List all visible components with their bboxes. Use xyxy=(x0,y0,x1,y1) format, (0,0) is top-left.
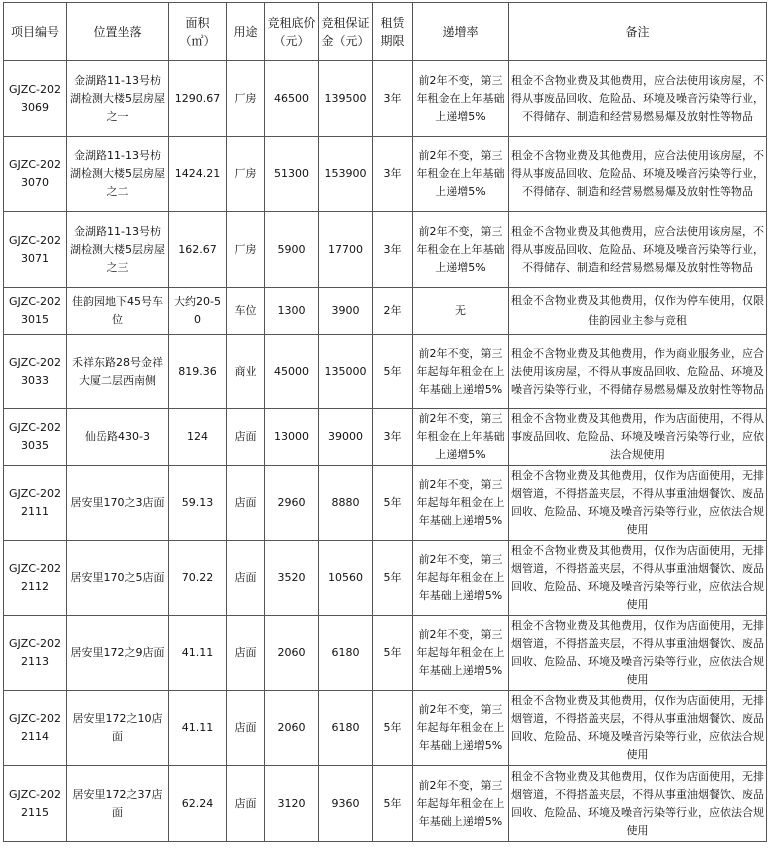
cell-deposit: 6180 xyxy=(319,691,373,766)
header-code: 项目编号 xyxy=(4,3,67,61)
cell-location: 仙岳路430-3 xyxy=(67,409,169,466)
cell-base-price: 2060 xyxy=(265,691,319,766)
cell-code: GJZC-2023071 xyxy=(4,212,67,288)
cell-use: 厂房 xyxy=(227,137,265,212)
cell-area: 59.13 xyxy=(169,466,227,541)
cell-deposit: 139500 xyxy=(319,61,373,137)
header-location: 位置坐落 xyxy=(67,3,169,61)
cell-notes: 租金不含物业费及其他费用，仅作为店面使用，无排烟管道，不得搭盖夹层，不得从事重油烟餐饮、废品回收、危险品、环境及噪音污染等行业，应依法合规使用 xyxy=(509,691,767,766)
cell-increase: 前2年不变，第三年起每年租金在上年基础上递增5% xyxy=(413,541,509,616)
cell-deposit: 10560 xyxy=(319,541,373,616)
cell-notes: 租金不含物业费及其他费用，仅作为停车使用，仅限佳韵园业主参与竞租 xyxy=(509,288,767,335)
cell-location: 居安里170之5店面 xyxy=(67,541,169,616)
cell-location: 禾祥东路28号金祥大厦二层西南侧 xyxy=(67,335,169,409)
cell-term: 3年 xyxy=(373,61,413,137)
cell-notes: 租金不含物业费及其他费用，仅作为店面使用，无排烟管道，不得搭盖夹层，不得从事重油烟餐饮、废品回收、危险品、环境及噪音污染等行业，应依法合规使用 xyxy=(509,466,767,541)
cell-area: 819.36 xyxy=(169,335,227,409)
cell-term: 2年 xyxy=(373,288,413,335)
cell-base-price: 46500 xyxy=(265,61,319,137)
table-row xyxy=(4,288,767,335)
cell-increase: 前2年不变，第三年起每年租金在上年基础上递增5% xyxy=(413,616,509,691)
lease-table xyxy=(3,2,767,842)
cell-location: 金湖路11-13号枋湖检测大楼5层房屋之三 xyxy=(67,212,169,288)
cell-base-price: 3120 xyxy=(265,766,319,842)
cell-increase: 前2年不变，第三年起每年租金在上年基础上递增5% xyxy=(413,766,509,842)
cell-term: 5年 xyxy=(373,466,413,541)
cell-deposit: 9360 xyxy=(319,766,373,842)
header-area: 面积（㎡） xyxy=(169,3,227,61)
cell-base-price: 13000 xyxy=(265,409,319,466)
header-use: 用途 xyxy=(227,3,265,61)
cell-code: GJZC-2023033 xyxy=(4,335,67,409)
cell-use: 商业 xyxy=(227,335,265,409)
cell-deposit: 17700 xyxy=(319,212,373,288)
cell-use: 店面 xyxy=(227,541,265,616)
cell-base-price: 3520 xyxy=(265,541,319,616)
cell-location: 居安里172之10店面 xyxy=(67,691,169,766)
cell-location: 居安里172之9店面 xyxy=(67,616,169,691)
cell-base-price: 45000 xyxy=(265,335,319,409)
cell-code: GJZC-2022111 xyxy=(4,466,67,541)
cell-increase: 前2年不变，第三年租金在上年基础上递增5% xyxy=(413,409,509,466)
cell-term: 5年 xyxy=(373,616,413,691)
table-row xyxy=(4,616,767,691)
cell-location: 金湖路11-13号枋湖检测大楼5层房屋之二 xyxy=(67,137,169,212)
cell-code: GJZC-2023070 xyxy=(4,137,67,212)
cell-term: 5年 xyxy=(373,766,413,842)
cell-location: 金湖路11-13号枋湖检测大楼5层房屋之一 xyxy=(67,61,169,137)
cell-base-price: 51300 xyxy=(265,137,319,212)
cell-area: 1424.21 xyxy=(169,137,227,212)
cell-term: 3年 xyxy=(373,409,413,466)
cell-use: 厂房 xyxy=(227,61,265,137)
cell-increase: 前2年不变，第三年起每年租金在上年基础上递增5% xyxy=(413,466,509,541)
cell-location: 佳韵园地下45号车位 xyxy=(67,288,169,335)
cell-code: GJZC-2023035 xyxy=(4,409,67,466)
table-row xyxy=(4,466,767,541)
cell-term: 3年 xyxy=(373,137,413,212)
cell-use: 店面 xyxy=(227,466,265,541)
cell-increase: 无 xyxy=(413,288,509,335)
cell-deposit: 39000 xyxy=(319,409,373,466)
cell-use: 店面 xyxy=(227,409,265,466)
cell-notes: 租金不含物业费及其他费用，仅作为店面使用，无排烟管道，不得搭盖夹层，不得从事重油烟餐饮、废品回收、危险品、环境及噪音污染等行业，应依法合规使用 xyxy=(509,541,767,616)
cell-use: 店面 xyxy=(227,691,265,766)
cell-code: GJZC-2022112 xyxy=(4,541,67,616)
cell-location: 居安里170之3店面 xyxy=(67,466,169,541)
cell-notes: 租金不含物业费及其他费用，作为店面使用，不得从事废品回收、危险品、环境及噪音污染等行业，应依法合规使用 xyxy=(509,409,767,466)
table-row xyxy=(4,541,767,616)
header-row xyxy=(4,3,767,61)
cell-area: 大约20-50 xyxy=(169,288,227,335)
cell-use: 厂房 xyxy=(227,212,265,288)
cell-area: 162.67 xyxy=(169,212,227,288)
cell-code: GJZC-2023015 xyxy=(4,288,67,335)
cell-area: 1290.67 xyxy=(169,61,227,137)
header-deposit: 竞租保证金（元） xyxy=(319,3,373,61)
cell-base-price: 5900 xyxy=(265,212,319,288)
cell-code: GJZC-2022115 xyxy=(4,766,67,842)
cell-use: 车位 xyxy=(227,288,265,335)
cell-term: 5年 xyxy=(373,691,413,766)
cell-notes: 租金不含物业费及其他费用，仅作为店面使用，无排烟管道，不得搭盖夹层，不得从事重油烟餐饮、废品回收、危险品、环境及噪音污染等行业，应依法合规使用 xyxy=(509,616,767,691)
header-term: 租赁期限 xyxy=(373,3,413,61)
table-row xyxy=(4,61,767,137)
cell-notes: 租金不含物业费及其他费用，作为商业服务业，应合法使用该房屋，不得从事废品回收、危险品、环境及噪音污染等行业，不得储存易燃易爆及放射性等物品 xyxy=(509,335,767,409)
table-row xyxy=(4,212,767,288)
cell-use: 店面 xyxy=(227,766,265,842)
cell-notes: 租金不含物业费及其他费用，应合法使用该房屋，不得从事废品回收、危险品、环境及噪音污染等行业，不得储存、制造和经营易燃易爆及放射性等物品 xyxy=(509,212,767,288)
cell-increase: 前2年不变，第三年租金在上年基础上递增5% xyxy=(413,137,509,212)
header-increase: 递增率 xyxy=(413,3,509,61)
cell-deposit: 6180 xyxy=(319,616,373,691)
cell-code: GJZC-2023069 xyxy=(4,61,67,137)
cell-base-price: 1300 xyxy=(265,288,319,335)
cell-deposit: 135000 xyxy=(319,335,373,409)
cell-increase: 前2年不变，第三年起每年租金在上年基础上递增5% xyxy=(413,691,509,766)
cell-area: 62.24 xyxy=(169,766,227,842)
cell-use: 店面 xyxy=(227,616,265,691)
cell-area: 124 xyxy=(169,409,227,466)
cell-deposit: 3900 xyxy=(319,288,373,335)
cell-base-price: 2960 xyxy=(265,466,319,541)
cell-notes: 租金不含物业费及其他费用，应合法使用该房屋，不得从事废品回收、危险品、环境及噪音污染等行业，不得储存、制造和经营易燃易爆及放射性等物品 xyxy=(509,137,767,212)
cell-code: GJZC-2022114 xyxy=(4,691,67,766)
cell-area: 41.11 xyxy=(169,616,227,691)
cell-deposit: 153900 xyxy=(319,137,373,212)
table-row xyxy=(4,766,767,842)
cell-increase: 前2年不变，第三年租金在上年基础上递增5% xyxy=(413,212,509,288)
cell-area: 41.11 xyxy=(169,691,227,766)
cell-notes: 租金不含物业费及其他费用，仅作为店面使用，无排烟管道，不得搭盖夹层，不得从事重油烟餐饮、废品回收、危险品、环境及噪音污染等行业，应依法合规使用 xyxy=(509,766,767,842)
cell-term: 3年 xyxy=(373,212,413,288)
cell-notes: 租金不含物业费及其他费用，应合法使用该房屋，不得从事废品回收、危险品、环境及噪音污染等行业，不得储存、制造和经营易燃易爆及放射性等物品 xyxy=(509,61,767,137)
cell-location: 居安里172之37店面 xyxy=(67,766,169,842)
cell-increase: 前2年不变，第三年租金在上年基础上递增5% xyxy=(413,61,509,137)
header-notes: 备注 xyxy=(509,3,767,61)
cell-term: 5年 xyxy=(373,541,413,616)
cell-code: GJZC-2022113 xyxy=(4,616,67,691)
cell-deposit: 8880 xyxy=(319,466,373,541)
table-row xyxy=(4,335,767,409)
cell-base-price: 2060 xyxy=(265,616,319,691)
cell-increase: 前2年不变，第三年起每年租金在上年基础上递增5% xyxy=(413,335,509,409)
cell-area: 70.22 xyxy=(169,541,227,616)
table-row xyxy=(4,137,767,212)
cell-term: 5年 xyxy=(373,335,413,409)
header-base-price: 竞租底价（元） xyxy=(265,3,319,61)
table-row xyxy=(4,691,767,766)
table-row xyxy=(4,409,767,466)
